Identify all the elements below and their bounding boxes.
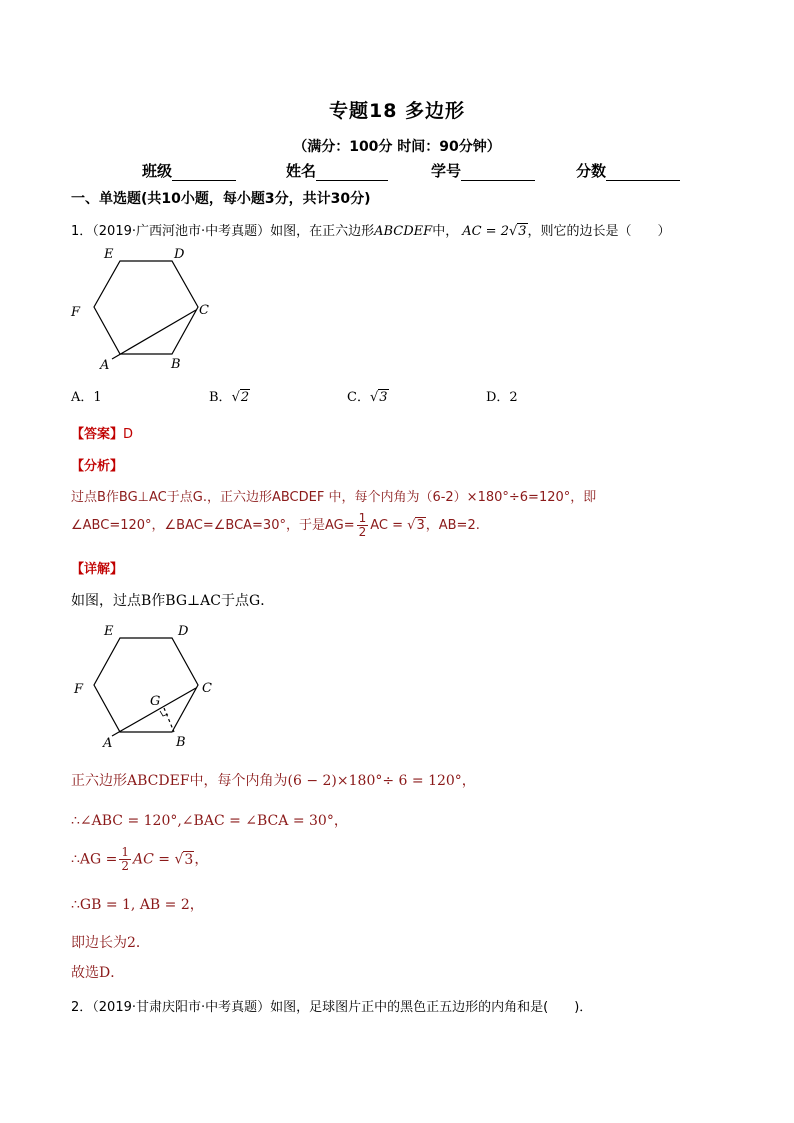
name-label: 姓名 [286, 162, 317, 180]
id-field [431, 160, 535, 181]
name-field [286, 160, 388, 181]
score-label: 分数 [576, 162, 607, 180]
q1-stem-mid: 中， [432, 224, 459, 239]
name-blank [316, 164, 388, 181]
page-subtitle: （满分：100分 时间：90分钟） [293, 139, 501, 155]
label-c: C [199, 303, 209, 318]
analysis-fraction: $\frac{1}{2}$ [358, 511, 367, 539]
label-b: B [171, 357, 181, 372]
option-a: A．1 [71, 390, 102, 405]
label-f: F [71, 305, 81, 320]
q1-stem-root: √3 [508, 224, 527, 239]
score-blank [606, 164, 680, 181]
id-label: 学号 [431, 162, 462, 180]
hexagon-outline-2 [94, 638, 198, 732]
q1-stem-poly: ABCDEF [374, 224, 433, 239]
question-1-stem [71, 220, 671, 239]
hexagon-outline [94, 261, 198, 354]
option-b: B．√2 [209, 390, 250, 405]
label-d: D [174, 247, 185, 262]
label-e-2: E [104, 624, 114, 639]
label-d-2: D [178, 624, 189, 639]
detail-tag: 【详解】 [71, 562, 124, 577]
label-a: A [100, 358, 110, 373]
label-g: G [150, 694, 161, 709]
label-f-2: F [74, 682, 84, 697]
class-field [142, 160, 236, 181]
detail-line-2: 正六边形ABCDEF中，每个内角为(6 − 2)×180°÷ 6 = 120°， [71, 773, 476, 789]
detail-fraction: $\frac{1}{2}$ [121, 845, 130, 873]
answer-tag: 【答案】 [71, 427, 124, 442]
analysis-line-1: 过点B作BG⊥AC于点G.，正六边形ABCDEF 中，每个内角为（6-2）×180°÷6=120°，即 [71, 490, 597, 505]
question-2-stem: 2．（2019·甘肃庆阳市·中考真题）如图，足球图片正中的黑色正五边形的内角和是( )． [71, 1000, 593, 1015]
label-b-2: B [176, 735, 186, 750]
detail-line-7: 故选D． [71, 965, 125, 981]
hexagon-figure-1 [66, 244, 216, 374]
q1-stem-eq: AC = 2 [462, 224, 509, 239]
q1-stem-prefix: 1．（2019·广西河池市·中考真题）如图，在正六边形 [71, 224, 375, 239]
answer-line [71, 423, 133, 442]
id-blank [461, 164, 535, 181]
option-d: D．2 [486, 390, 518, 405]
label-c-2: C [202, 681, 212, 696]
detail-line-5: ∴GB = 1, AB = 2， [71, 897, 204, 913]
label-e: E [104, 247, 114, 262]
page-title: 专题18 多边形 [328, 100, 466, 122]
detail-line-6: 即边长为2． [71, 935, 150, 951]
detail-line-4: ∴AG = $\frac{1}{2}$ AC = √3， [71, 845, 209, 873]
score-field [576, 160, 680, 181]
segment-bg-dashed [164, 708, 174, 732]
label-a-2: A [103, 736, 113, 751]
analysis-tag: 【分析】 [71, 459, 124, 474]
section-title: 一、单选题(共10小题，每小题3分，共计30分) [71, 191, 371, 207]
hexagon-figure-2 [66, 618, 216, 752]
detail-line-1: 如图，过点B作BG⊥AC于点G． [71, 593, 275, 609]
option-c: C．√3 [347, 390, 388, 405]
analysis-line-2: ∠ABC=120°，∠BAC=∠BCA=30°，于是AG= $\frac{1}{2}$ AC = √3，AB=2. [71, 511, 480, 539]
class-blank [172, 164, 236, 181]
q1-stem-suffix: ，则它的边长是（ ） [527, 224, 671, 239]
answer-value: D [123, 427, 134, 442]
detail-line-3: ∴∠ABC = 120°,∠BAC = ∠BCA = 30°， [71, 813, 348, 829]
class-label: 班级 [142, 162, 173, 180]
